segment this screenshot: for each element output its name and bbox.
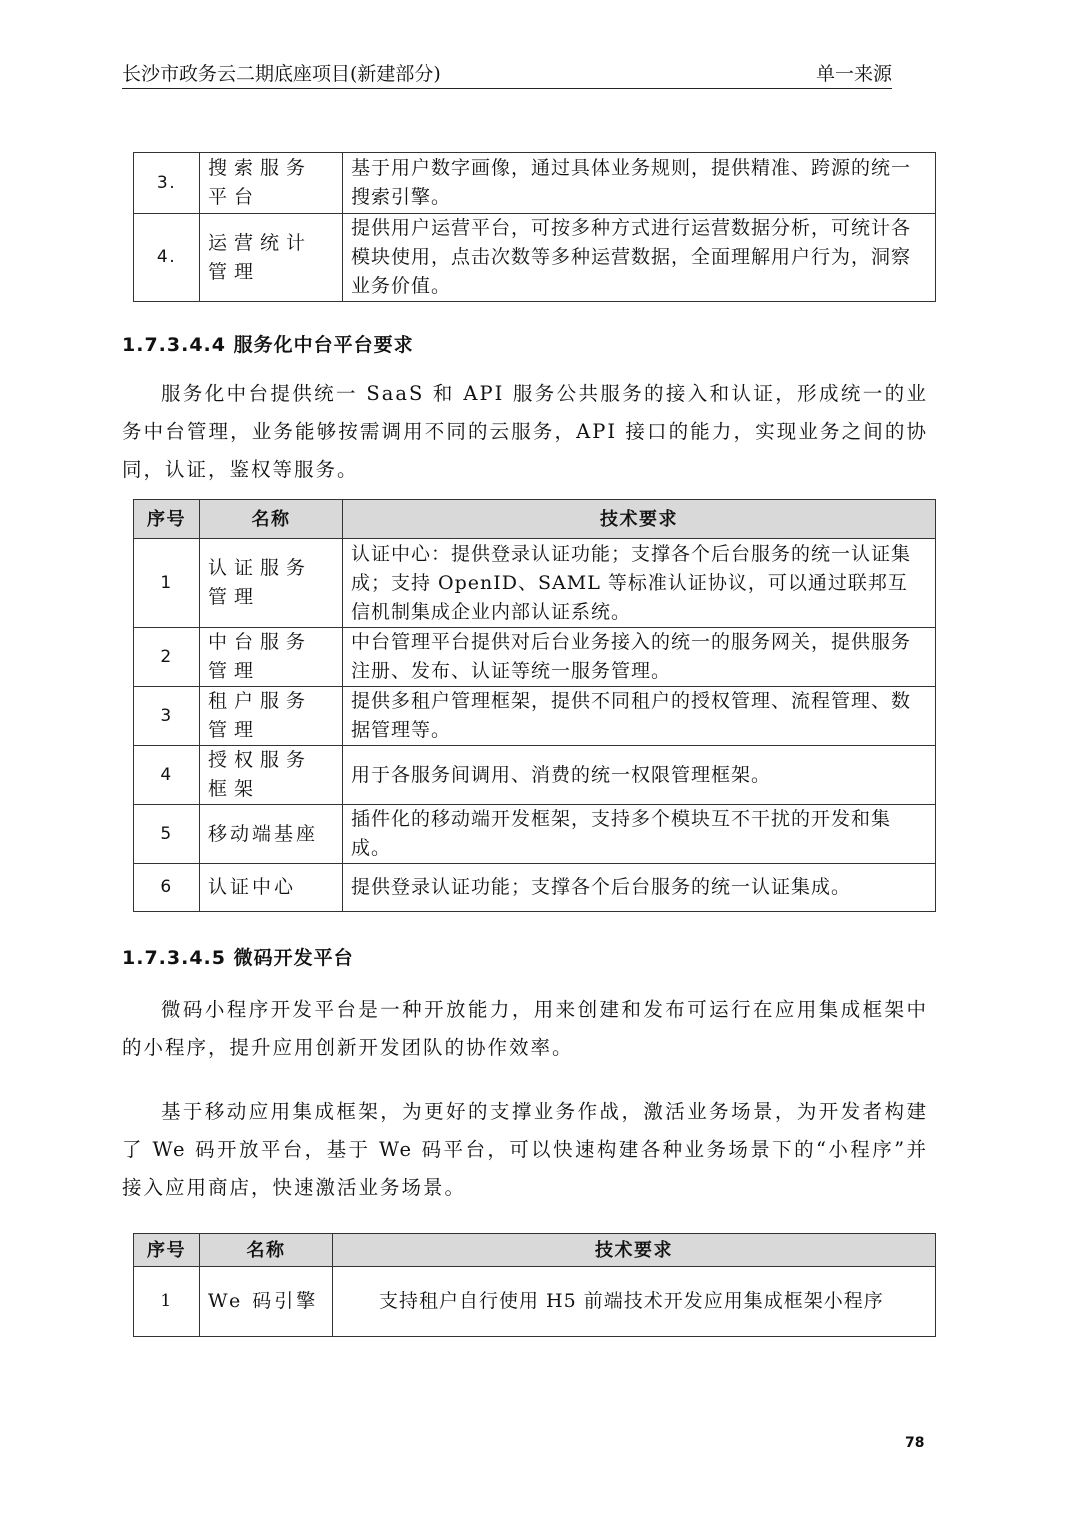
row-number: 1	[134, 539, 200, 628]
row-description: 用于各服务间调用、消费的统一权限管理框架。	[343, 746, 936, 805]
table-microcode-platform	[133, 1233, 936, 1337]
row-description: 基于用户数字画像，通过具体业务规则，提供精准、跨源的统一搜索引擎。	[343, 153, 936, 214]
row-name: We 码引擎	[200, 1267, 333, 1337]
header-requirement: 技术要求	[343, 500, 936, 539]
row-name: 认证服务管理	[200, 539, 343, 628]
section-heading-service-middle-platform: 1.7.3.4.4 服务化中台平台要求	[122, 334, 414, 356]
table-row	[134, 864, 936, 912]
table-row	[134, 687, 936, 746]
table-row	[134, 539, 936, 628]
row-description: 插件化的移动端开发框架，支持多个模块互不干扰的开发和集成。	[343, 805, 936, 864]
row-description: 提供用户运营平台，可按多种方式进行运营数据分析，可统计各模块使用，点击次数等多种运营数据，全面理解用户行为，洞察业务价值。	[343, 214, 936, 302]
row-description: 提供登录认证功能；支撑各个后台服务的统一认证集成。	[343, 864, 936, 912]
row-name: 授权服务框架	[200, 746, 343, 805]
table-row	[134, 153, 936, 214]
row-description: 支持租户自行使用 H5 前端技术开发应用集成框架小程序	[333, 1267, 936, 1337]
paragraph-we-code-platform: 基于移动应用集成框架，为更好的支撑业务作战，激活业务场景，为开发者构建了 We 码开放平台，基于 We 码平台，可以快速构建各种业务场景下的“小程序”并接入应用商店，快速激活业务场景。	[122, 1100, 928, 1199]
header-serial: 序号	[134, 500, 200, 539]
header-title: 长沙市政务云二期底座项目(新建部分)	[122, 63, 441, 85]
header-requirement: 技术要求	[333, 1234, 936, 1267]
row-name: 运营统计管理	[200, 214, 343, 302]
table-row	[134, 628, 936, 687]
header-name: 名称	[200, 500, 343, 539]
table-row	[134, 214, 936, 302]
table-row	[134, 805, 936, 864]
table-search-ops	[133, 152, 936, 302]
section-heading-microcode-platform: 1.7.3.4.5 微码开发平台	[122, 947, 354, 969]
row-number: 2	[134, 628, 200, 687]
header-name: 名称	[200, 1234, 333, 1267]
page-number: 78	[905, 1435, 925, 1451]
table-header-row	[134, 1234, 936, 1267]
paragraph-microcode-intro: 微码小程序开发平台是一种开放能力，用来创建和发布可运行在应用集成框架中的小程序，提升应用创新开发团队的协作效率。	[122, 998, 928, 1059]
header-procurement-type: 单一来源	[815, 63, 892, 85]
row-description: 提供多租户管理框架，提供不同租户的授权管理、流程管理、数据管理等。	[343, 687, 936, 746]
row-name: 认证中心	[200, 864, 343, 912]
row-number: 5	[134, 805, 200, 864]
row-number: 6	[134, 864, 200, 912]
row-number: 4	[134, 746, 200, 805]
table-service-middle-platform	[133, 499, 936, 912]
paragraph-service-middle-platform: 服务化中台提供统一 SaaS 和 API 服务公共服务的接入和认证，形成统一的业务中台管理，业务能够按需调用不同的云服务，API 接口的能力，实现业务之间的协同，认证，鉴权等服务。	[122, 382, 928, 481]
header-serial: 序号	[134, 1234, 200, 1267]
row-number: 3	[134, 687, 200, 746]
row-name: 中台服务管理	[200, 628, 343, 687]
row-name: 移动端基座	[200, 805, 343, 864]
row-number: 4.	[134, 214, 200, 302]
table-row	[134, 1267, 936, 1337]
row-name: 搜索服务平台	[200, 153, 343, 214]
row-number: 3.	[134, 153, 200, 214]
row-description: 中台管理平台提供对后台业务接入的统一的服务网关，提供服务注册、发布、认证等统一服务管理。	[343, 628, 936, 687]
row-description: 认证中心：提供登录认证功能；支撑各个后台服务的统一认证集成；支持 OpenID、SAML 等标准认证协议，可以通过联邦互信机制集成企业内部认证系统。	[343, 539, 936, 628]
table-header-row	[134, 500, 936, 539]
row-number: 1	[134, 1267, 200, 1337]
page-header	[122, 62, 892, 89]
table-row	[134, 746, 936, 805]
row-name: 租户服务管理	[200, 687, 343, 746]
